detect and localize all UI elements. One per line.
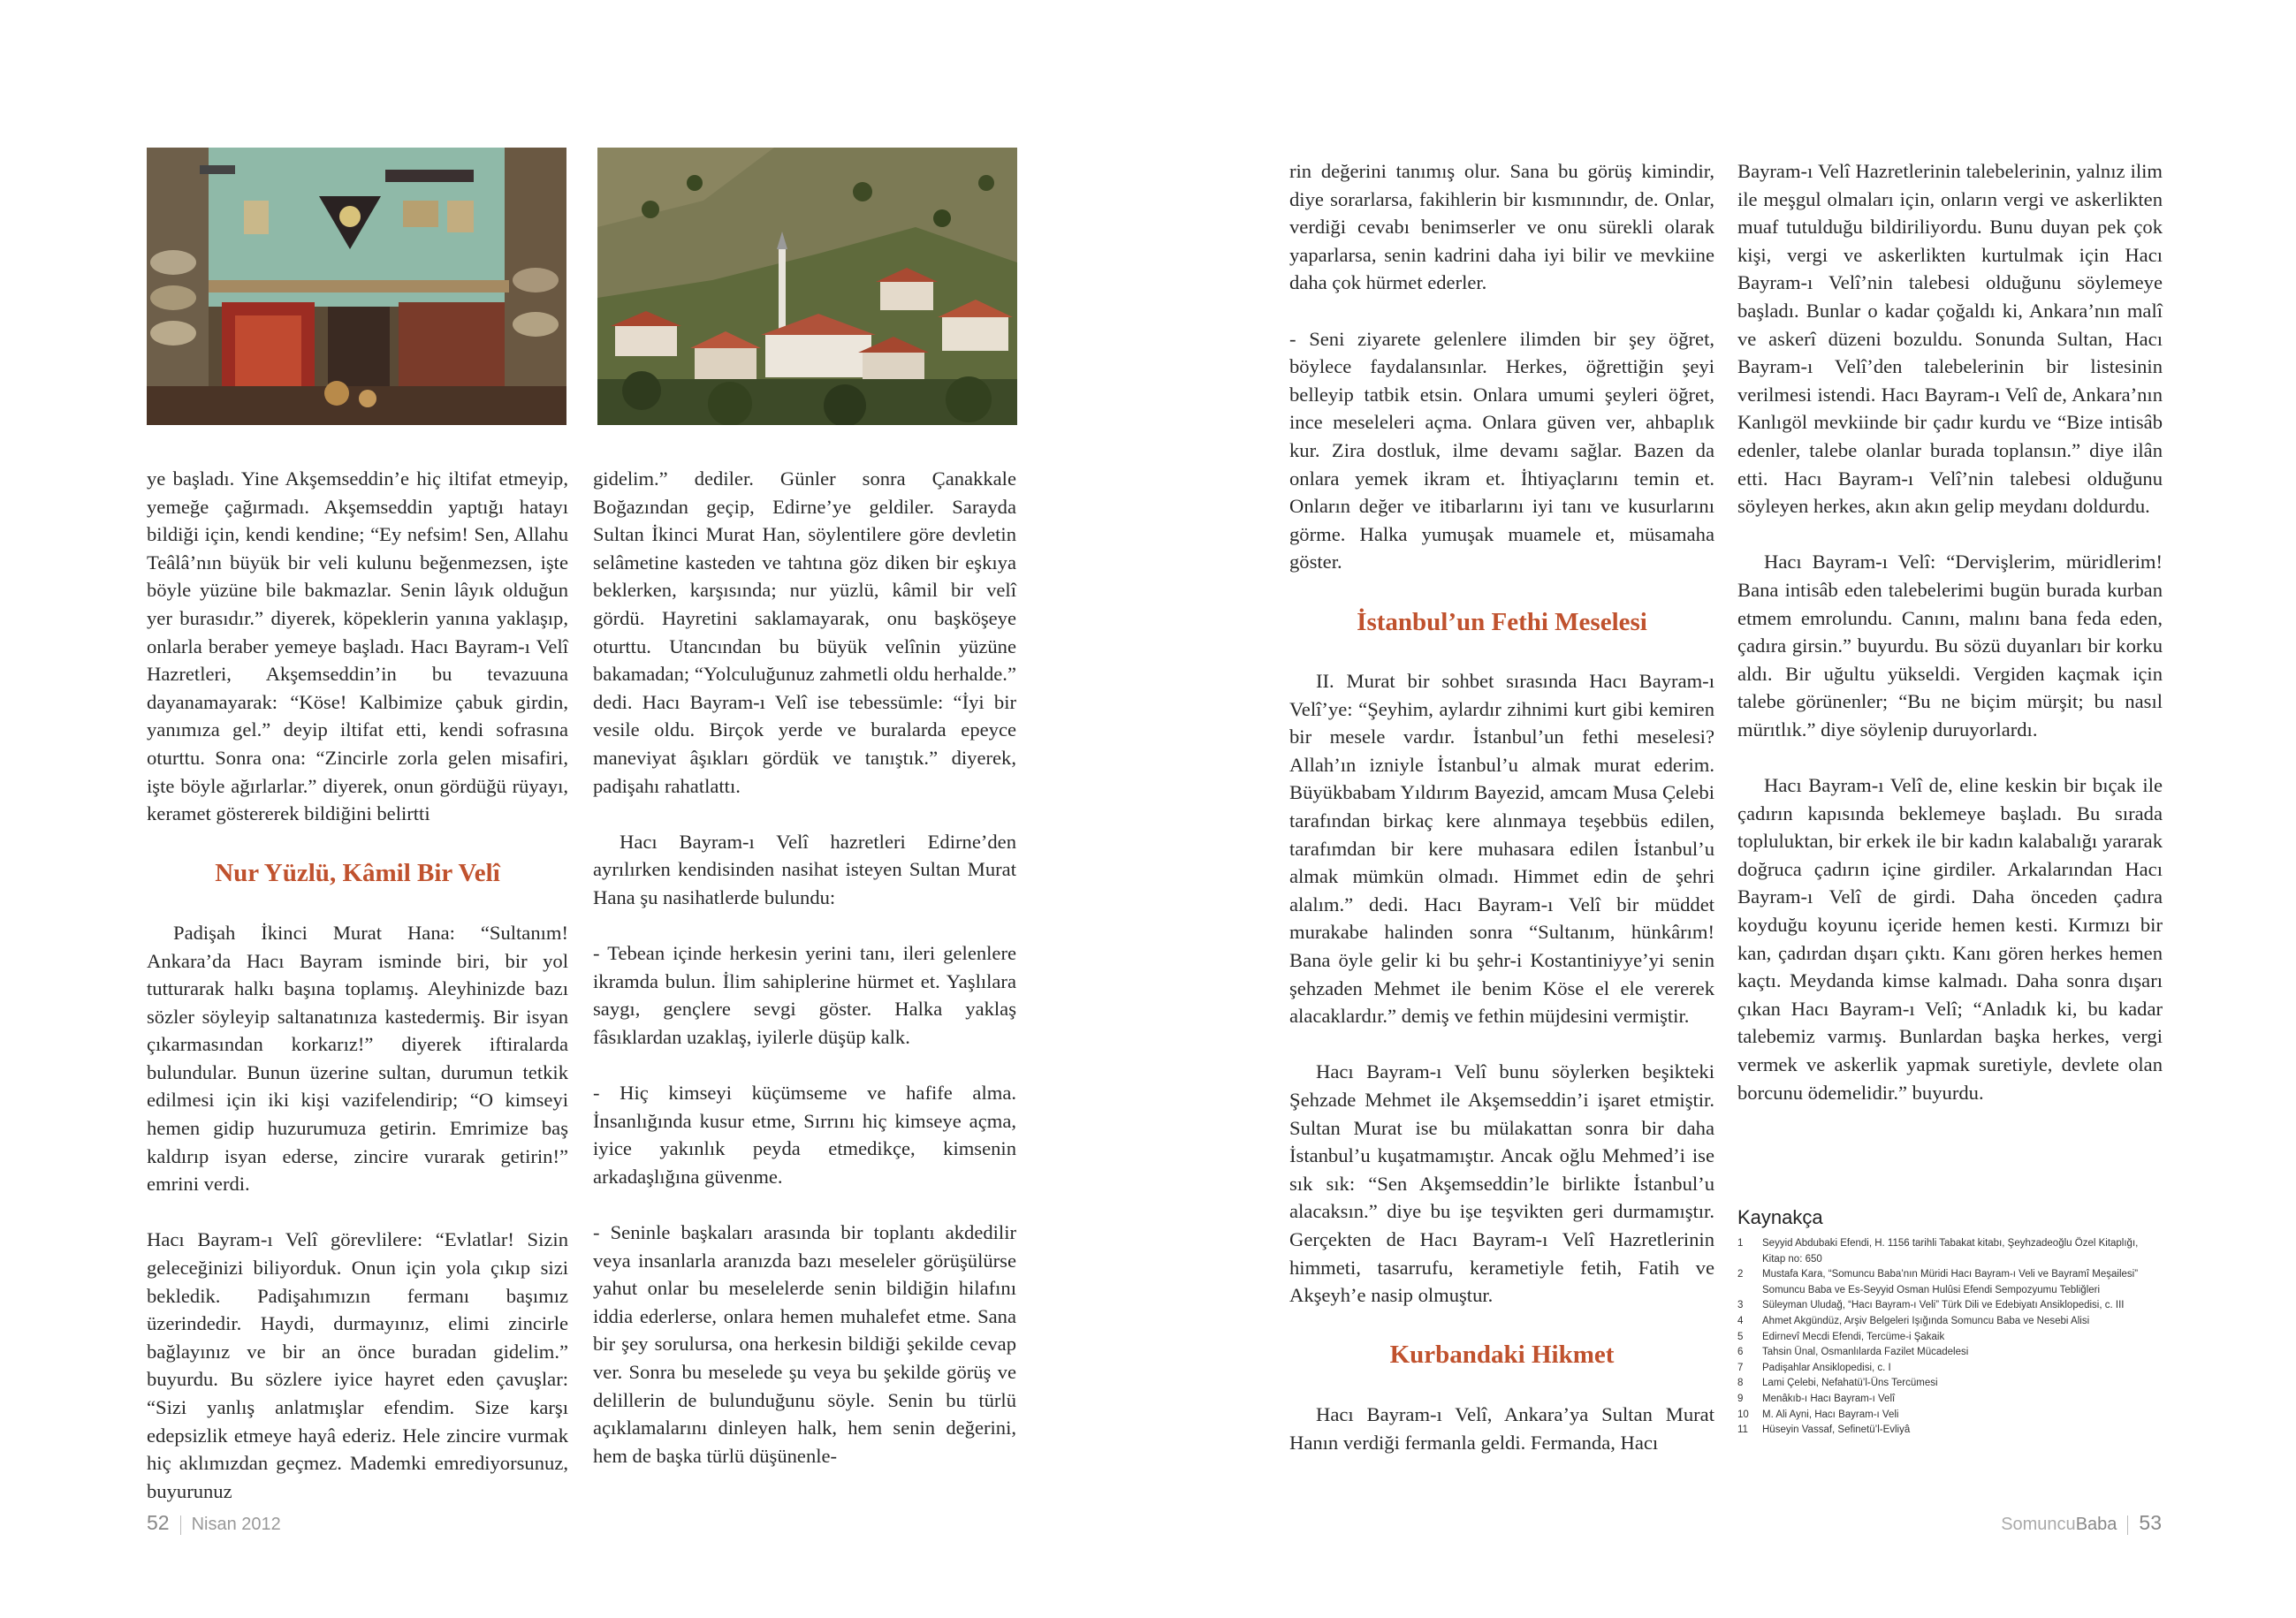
paragraph: Hacı Bayram-ı Velî: “Dervişlerim, müridlerim! Bana intisâb eden talebelerimi bugün burada kurban etmem emrolundu. Canını, malını bana feda eden, çadıra girsin.” buyurdu. Bu sözü duyanları bir korku aldı. Bir uğultu yükseldi. Vergiden kaçmak için talebe görünenler; “Bu ne biçim mürşit; bu nasıl mürıtlık.” diye söylenip duruyorlardı. xyxy=(1737,551,2163,741)
paragraph: - Seni ziyarete gelenlere ilimden bir şey öğret, böylece faydalansınlar. Herkes, öğrettiğin şeyi belleyip tatbik etsin. Onlara umumi şeyleri öğret, ince meseleleri açma. Onlara güven ver, ahbaplık kur. Zira dostluk, ilme devamı sağlar. Bazen da onlara yemek ikram et. İhtiyaçlarını temin et. Onların değer ve itibarlarını iyi tanı ve kusurlarını görme. Halka yumuşak muamele et, müsamaha göster. xyxy=(1289,327,1714,574)
paragraph: Hacı Bayram-ı Velî bunu söylerken beşikteki Şehzade Mehmet ile Akşemseddin’i işaret etmiştir. Sultan Murat ise bu mülakattan sonra bir daha İstanbul’u kuşatmamıştır. Ancak oğlu Mehmed’i ise sık sık: “Sen Akşemseddin’le birlikte İstanbul’u alacaksın.” diye bu işe teşvikten geri durmamıştır. Gerçekten de Hacı Bayram-ı Velî Hazretlerinin himmeti, tasarrufu, kerametiyle fetih, Fatih ve Akşeyh’e nasip olmuştur. xyxy=(1289,1060,1714,1307)
reference-item: 5 Edirnevî Mecdi Efendi, Tercüme-i Şakaik xyxy=(1737,1331,1945,1342)
paragraph: ye başladı. Yine Akşemseddin’e hiç iltifat etmeyip, yemeğe çağırmadı. Akşemseddin yaptığı hatayı bildiği için, kendi kendine; “Ey nefsim! Sen, Allahu Teâlâ’nın büyük bir veli kulunu beğenmezsen, işte böyle yüzüne bile bakmazlar. Senin lâyık olduğun yer burasıdır.” diyerek, köpeklerin yanına yaklaşıp, onlarla beraber yemeye başladı. Hacı Bayram-ı Velî Hazretleri, Akşemseddin’in bu tevazuuna dayanamayarak: “Köse! Kalbimize çabuk girdin, yanımıza gel.” deyip iltifat etti, kendi sofrasına oturttu. Sonra ona: “Zincirle zorla gelen misafiri, işte böyle ağırlarlar.” diyerek, onun gördüğü rüyayı, keramet göstererek bildiğini belirtti xyxy=(147,467,568,825)
reference-item: 4 Ahmet Akgündüz, Arşiv Belgeleri Işığında Somuncu Baba ve Nesebi Alisi xyxy=(1737,1315,2090,1326)
section-heading: Kurbandaki Hikmet xyxy=(1389,1341,1615,1370)
paragraph: Hacı Bayram-ı Velî, Ankara’ya Sultan Murat Hanın verdiği fermanla geldi. Fermanda, Hacı xyxy=(1289,1402,1714,1454)
reference-item: 7 Padişahlar Ansiklopedisi, c. I xyxy=(1737,1362,1891,1373)
paragraph: II. Murat bir sohbet sırasında Hacı Bayram-ı Velî’ye: “Şeyhim, aylardır zihnimi kurt gibi kemiren bir mesele vardır. İstanbul’un fethi meselesi? Allah’ın izniyle İstanbul’u almak murat ederim. Büyükbabam Yıldırım Bayezid, amcam Musa Çelebi tarafından birkaç kere alınmaya teşebbüs edilen, tarafımdan bir kere muhasara edilen İstanbul’u almak mümkün olmadı. Himmet edin de şehri alalım.” dedi. Hacı Bayram-ı Velî bir müddet murakabe halinden sonra “Sultanım, hünkârım! Bana öyle gelir ki bu şehr-i Kostantiniyye’yi senin şehzaden Mehmet ile benim Köse el ele vererek alacaklardır.” demiş ve fethin müjdesini vermiştir. xyxy=(1289,670,1714,1028)
paragraph: Bayram-ı Velî Hazretlerinin talebelerinin, yalnız ilim ile meşgul olmaları için, onların vergi ve askerlikten muaf tutulduğu bildiriliyordu. Bunu duyan pek çok kişi, vergi ve askerlikten kurtulmak için Hacı Bayram-ı Velî’nin talebesi olduğunu söylemeye başladı. Bunlar o kadar çoğaldı ki, Ankara’nın malî ve askerî düzeni bozuldu. Sonunda Sultan, Hacı Bayram-ı Velî’den talebelerinin bir listesinin verilmesi istendi. Hacı Bayram-ı Velî de, Ankara’nın Kanlıgöl mevkiinde bir çadır kurdu ve “Bize intisâb edenler, talebe olanlar burada toplansın.” diye ilân etti. Hacı Bayram-ı Velî’nin talebesi olduğunu söyleyen herkes, akın akın gelip meydanı doldurdu. xyxy=(1737,160,2163,518)
paragraph: Hacı Bayram-ı Velî de, eline keskin bir bıçak ile çadırın kapısında beklemeye başladı. Bu sırada topluluktan, bir erkek ile bir kadın kalabalığı yararak doğruca çadırın içine girdiler. Arkalarından Hacı Bayram-ı Velî de girdi. Daha önceden çadıra koyduğu koyunu içeride hemen kesti. Kırmızı bir kan, çadırdan dışarı çıktı. Kanı gören herkes hemen kaçtı. Meydanda kimse kalmadı. Daha sonra dışarı çıkan Hacı Bayram-ı Velî; “Anladık ki, bu kadar talebemiz varmış. Bunlardan başka herkes, vergi vermek ve askerlik yapmak suretiyle, devlete olan borcunu ödemelidir.” buyurdu. xyxy=(1737,774,2163,1104)
section-heading: İstanbul’un Fethi Meselesi xyxy=(1357,607,1647,636)
paragraph: rin değerini tanımış olur. Sana bu görüş kimindir, diye sorarlarsa, fakihlerin bir kısmınındır, de. Onlar, verdiği cevabı benimserler ve onu sürekli olarak yaparlarsa, senin kadrini daha iyi bilir ve mevkiine daha çok hürmet ederler. xyxy=(1289,160,1714,294)
section-heading: Nur Yüzlü, Kâmil Bir Velî xyxy=(215,859,500,888)
references-title: Kaynakça xyxy=(1737,1206,1823,1228)
paragraph: - Seninle başkaları arasında bir toplantı akdedilir veya insanlarla aranızda bazı meseleler görüşülürse yahut onlar bu meselelerde senin bildiğin hilafını iddia ederlerse, onlara hemen muhalefet etme. Sana bir şey sorulursa, ona herkesin bildiği şekilde cevap ver. Sonra bu meselede şu veya bu şekilde görüş ve delillerin de bulunduğunu söyle. Senin bu türlü açıklamalarını dinleyen halk, hem senin değerini, hem de başka türlü düşünenle- xyxy=(593,1221,1016,1467)
references xyxy=(1737,1206,2162,1439)
reference-item: 3 Süleyman Uludağ, “Hacı Bayram-ı Veli” Türk Dili ve Edebiyatı Ansiklopedisi, c. III xyxy=(1737,1300,2125,1311)
village-landscape-illustration xyxy=(597,148,1017,425)
paragraph: gidelim.” dediler. Günler sonra Çanakkale Boğazından geçip, Edirne’ye geldiler. Sarayda Sultan İkinci Murat Han, söylentilere göre devletin selâmetine kasteden ve tahtına göz diken bir eşkıya beklerken, karşısında; nur yüzlü, kâmil bir velî gördü. Hayretini saklamayarak, onu başköşeye oturttu. Utancından bu büyük velînin yüzüne bakamadan; “Yolculuğunuz zahmetli oldu herhalde.” dedi. Hacı Bayram-ı Velî ise tebessümle: “İyi bir vesile oldu. Birçok yerde ve buralarda epeyce maneviyat âşıkları gördük ve tanıştık.” diyerek, padişahı rahatlattı. xyxy=(593,467,1016,797)
left-column-1 xyxy=(147,465,568,1505)
village-mosque-photo xyxy=(597,148,1017,425)
reference-item: 10 M. Ali Ayni, Hacı Bayram-ı Veli xyxy=(1737,1409,1899,1420)
left-page-footer xyxy=(147,1511,281,1535)
reference-item: 2 Mustafa Kara, “Somuncu Baba’nın Müridi Hacı Bayram-ı Veli ve Bayramî Meşailesi” Somuncu Baba ve Es-Seyyid Osman Hulûsi Efendi Sempozyumu Tebliğleri xyxy=(1737,1269,2139,1295)
right-page-footer xyxy=(2001,1511,2162,1535)
paragraph: Padişah İkinci Murat Hana: “Sultanım! Ankara’da Hacı Bayram isminde biri, bir yol tutturarak halkı başına toplamış. Aleyhinizde bazı sözler söyleyip saltanatınıza kastedermiş. Bir isyan çıkarmasından korkarız!” diyerek iftiralarda bulundular. Bunun üzerine sultan, durumun tetkik edilmesi için iki kişi vazifelendirip; “O kimseyi hemen gidip huzurumuza getirin. Emrimize baş kaldırıp isyan ederse, zincire vurarak getirin!” emrini verdi. xyxy=(147,921,568,1196)
left-column-2 xyxy=(593,465,1016,1470)
reference-item: 8 Lami Çelebi, Nefahatü’l-Üns Tercümesi xyxy=(1737,1378,1938,1389)
interior-museum-illustration xyxy=(147,148,566,425)
paragraph: - Hiç kimseyi küçümseme ve hafife alma. İnsanlığında kusur etme, Sırrını hiç kimseye açma, iyice yakınlık peyda etmedikçe, kimsenin arkadaşlığına güvenme. xyxy=(593,1082,1016,1188)
reference-item: 9 Menâkıb-ı Hacı Bayram-ı Velî xyxy=(1737,1393,1896,1404)
reference-item: 11 Hüseyin Vassaf, Sefinetü’l-Evliyâ xyxy=(1737,1424,1911,1436)
paragraph: - Tebean içinde herkesin yerini tanı, ileri gelenlere ikramda bulun. İlim sahiplerine hürmet et. Yaşlılara saygı, gençlere sevgi göster. Halka yaklaş fâsıklardan uzaklaş, iyilerle düşüp kalk. xyxy=(593,942,1016,1048)
paragraph: Hacı Bayram-ı Velî görevlilere: “Evlatlar! Sizin geleceğinizi biliyorduk. Onun için yola çıkıp sizi bekledik. Padişahımızın fermanı başımız üzerindedir. Haydi, durmayınız, elimi zincirle bağlayınız ve bir an önce buradan gidelim.” buyurdu. Bu sözlere iyice hayret eden çavuşlar: “Sizi yanlış anlatmışlar efendim. Size karşı edepsizlik etmeye hayâ ederiz. Hele zincire vurmak hiç aklımızdan geçmez. Mademki emrediyorsunuz, buyurunuz xyxy=(147,1228,568,1502)
right-column-2 xyxy=(1737,157,2163,1106)
page-number: 53 xyxy=(2139,1511,2162,1534)
issue-date: Nisan 2012 xyxy=(191,1515,281,1534)
paragraph: Hacı Bayram-ı Velî hazretleri Edirne’den ayrılırken kendisinden nasihat isteyen Sultan Murat Hana şu nasihatlerde bulundu: xyxy=(593,830,1016,908)
right-column-1 xyxy=(1289,157,1714,1456)
page-number: 52 xyxy=(147,1511,170,1534)
interior-museum-photo xyxy=(147,148,566,425)
reference-item: 6 Tahsin Ünal, Osmanlılarda Fazilet Mücadelesi xyxy=(1737,1347,1969,1358)
references-list xyxy=(1737,1236,2162,1439)
reference-item: 1 Seyyid Abdubaki Efendi, H. 1156 tarihli Tabakat kitabı, Şeyhzadeoğlu Özel Kitaplığı, Kitap no: 650 xyxy=(1737,1238,2139,1265)
magazine-logo: SomuncuBaba xyxy=(2001,1515,2117,1534)
